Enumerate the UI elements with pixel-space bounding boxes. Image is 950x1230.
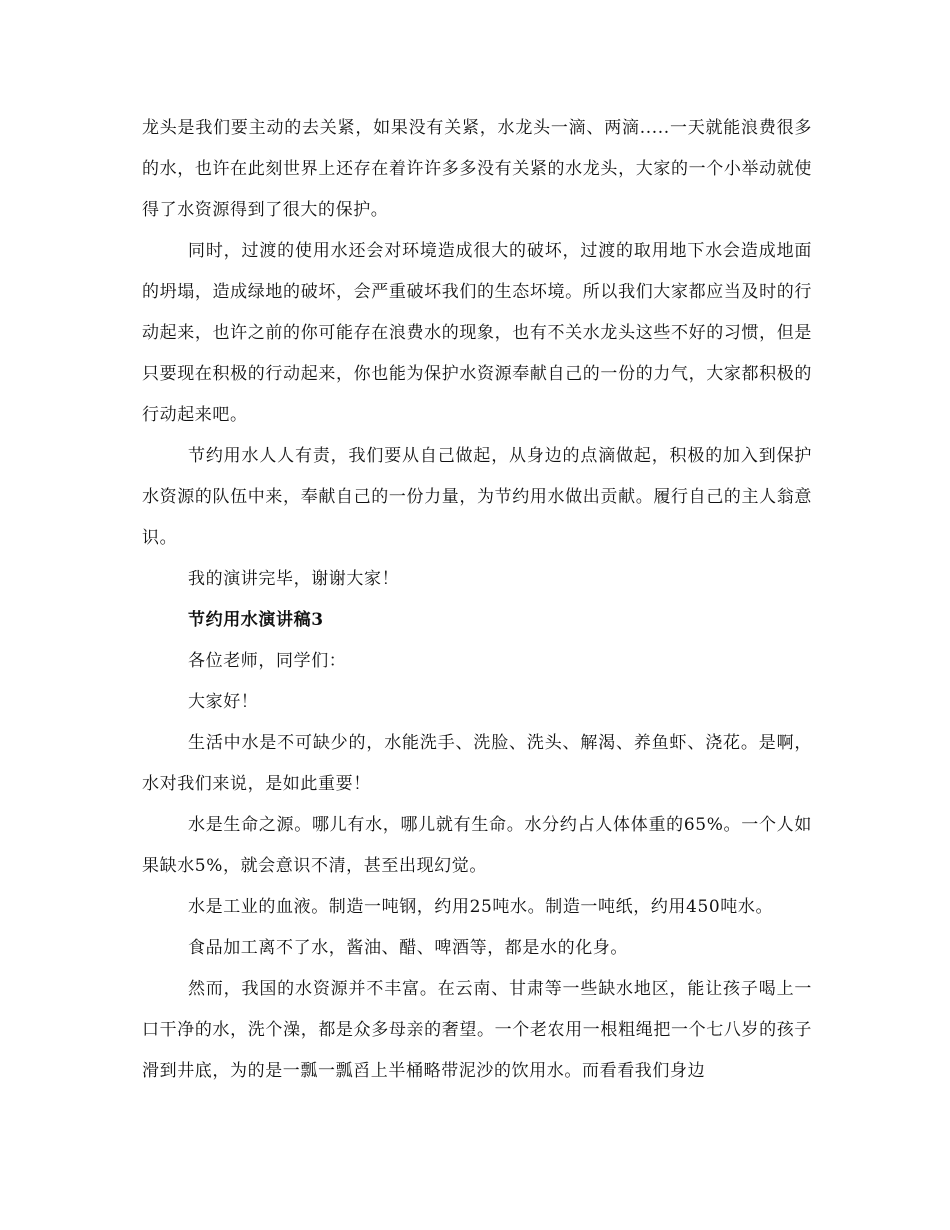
paragraph: 生活中水是不可缺少的，水能洗手、洗脸、洗头、解渴、养鱼虾、浇花。是啊，水对我们来说，是如此重要！	[142, 733, 812, 794]
paragraph: 我的演讲完毕，谢谢大家！	[188, 569, 400, 589]
paragraph: 同时，过渡的使用水还会对环境造成很大的破坏，过渡的取用地下水会造成地面的坍塌，造成绿地的破坏，会严重破坏我们的生态坏境。所以我们大家都应当及时的行动起来，也许之前的你可能存在浪费水的现象，也有不关水龙头这些不好的习惯，但是只要现在积极的行动起来，你也能为保护水资源奉献自己的一份的力气，大家都积极的行动起来吧。	[142, 241, 812, 425]
paragraph: 大家好！	[188, 692, 259, 712]
paragraph: 然而，我国的水资源并不丰富。在云南、甘肃等一些缺水地区，能让孩子喝上一口干净的水，洗个澡，都是众多母亲的奢望。一个老农用一根粗绳把一个七八岁的孩子滑到井底，为的是一瓢一瓢舀上半桶略带泥沙的饮用水。而看看我们身边	[142, 979, 812, 1081]
paragraph: 水是工业的血液。制造一吨钢，约用25吨水。制造一吨纸，约用450吨水。	[188, 897, 774, 917]
paragraph: 食品加工离不了水，酱油、醋、啤酒等，都是水的化身。	[188, 938, 628, 958]
paragraph: 水是生命之源。哪儿有水，哪儿就有生命。水分约占人体体重的65%。一个人如果缺水5%，就会意识不清，甚至出现幻觉。	[142, 815, 812, 876]
document-body	[142, 108, 812, 1092]
paragraph: 各位老师，同学们：	[188, 651, 347, 671]
section-heading: 节约用水演讲稿3	[188, 610, 324, 630]
paragraph: 龙头是我们要主动的去关紧，如果没有关紧，水龙头一滴、两滴.....一天就能浪费很多的水，也许在此刻世界上还存在着许许多多没有关紧的水龙头，大家的一个小举动就使得了水资源得到了很大的保护。	[142, 118, 812, 220]
paragraph: 节约用水人人有责，我们要从自己做起，从身边的点滴做起，积极的加入到保护水资源的队伍中来，奉献自己的一份力量，为节约用水做出贡献。履行自己的主人翁意识。	[142, 446, 812, 548]
